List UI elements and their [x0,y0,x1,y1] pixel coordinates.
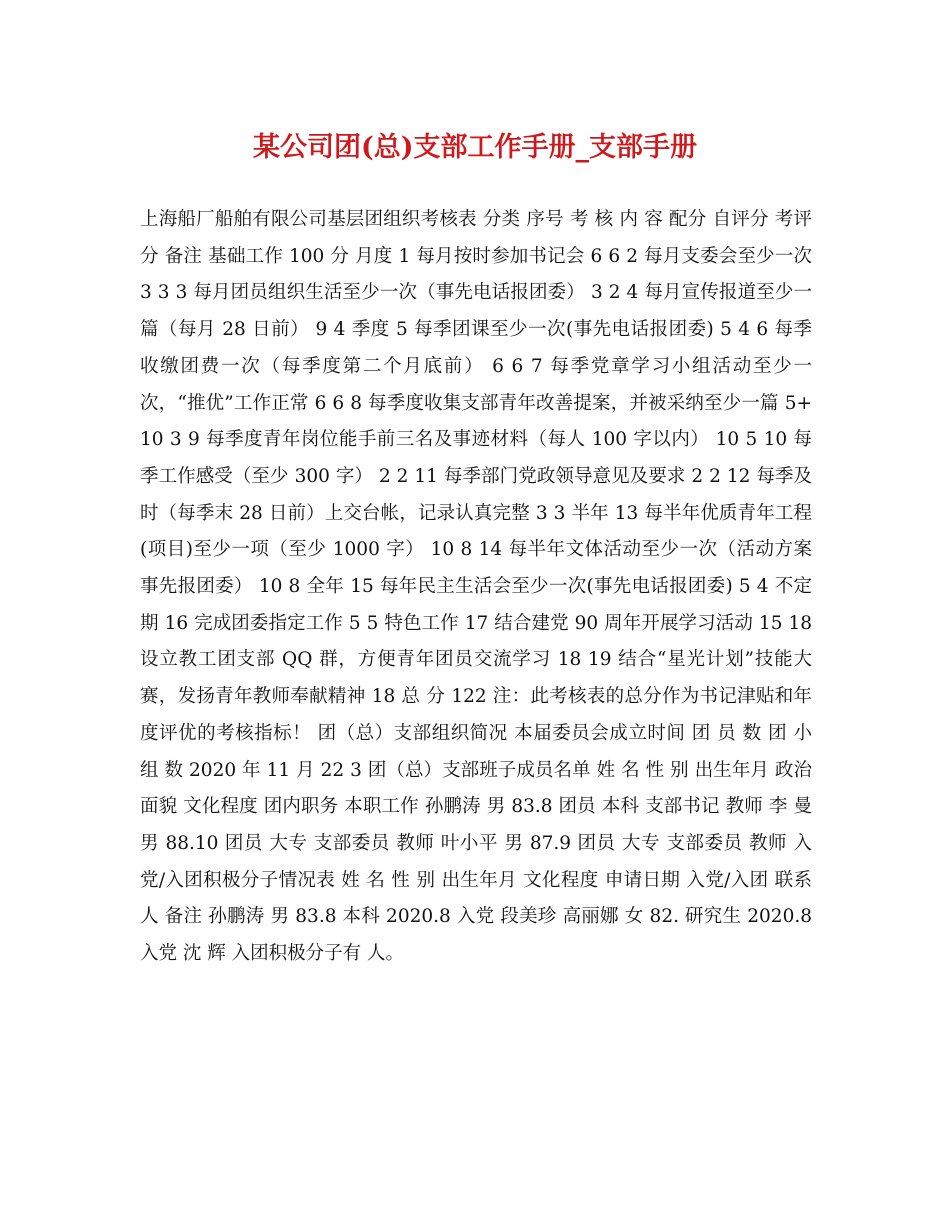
document-title: 某公司团(总)支部工作手册_支部手册 [252,132,698,163]
document-body-text: 上海船厂船舶有限公司基层团组织考核表 分类 序号 考 核 内 容 配分 自评分 考评分 备注 基础工作 100 分 月度 1 每月按时参加书记会 6 6 2 每月支委会至少一次 3 3 3 每月团员组织生活至少一次（事先电话报团委） 3 2 4 每月宣传报道至少一篇（每月 28 日前） 9 4 季度 5 每季团课至少一次(事先电话报团委) 5 4 6 每季收缴团费一次（每季度第二个月底前） 6 6 7 每季党章学习小组活动至少一次，“推优”工作正常 6 6 8 每季度收集支部青年改善提案，并被采纳至少一篇 5+10 3 9 每季度青年岗位能手前三名及事迹材料（每人 100 字以内） 10 5 10 每季工作感受（至少 300 字） 2 2 11 每季部门党政领导意见及要求 2 2 12 每季及时（每季末 28 日前）上交台帐，记录认真完整 3 3 半年 13 每半年优质青年工程(项目)至少一项（至少 1000 字） 10 8 14 每半年文体活动至少一次（活动方案事先报团委） 10 8 全年 15 每年民主生活会至少一次(事先电话报团委) 5 4 不定期 16 完成团委指定工作 5 5 特色工作 17 结合建党 90 周年开展学习活动 15 18 设立教工团支部 QQ 群，方便青年团员交流学习 18 19 结合“星光计划”技能大赛，发扬青年教师奉献精神 18 总 分 122 注：此考核表的总分作为书记津贴和年度评优的考核指标！ 团（总）支部组织简况 本届委员会成立时间 团 员 数 团 小 组 数 2020 年 11 月 22 3 团（总）支部班子成员名单 姓 名 性 别 出生年月 政治面貌 文化程度 团内职务 本职工作 孙鹏涛 男 83.8 团员 本科 支部书记 教师 李 曼 男 88.10 团员 大专 支部委员 教师 叶小平 男 87.9 团员 大专 支部委员 教师 入党/入团积极分子情况表 姓 名 性 别 出生年月 文化程度 申请日期 入党/入团 联系人 备注 孙鹏涛 男 83.8 本科 2020.8 入党 段美珍 高丽娜 女 82. 研究生 2020.8 入党 沈 辉 入团积极分子有 人。 [140,209,812,965]
